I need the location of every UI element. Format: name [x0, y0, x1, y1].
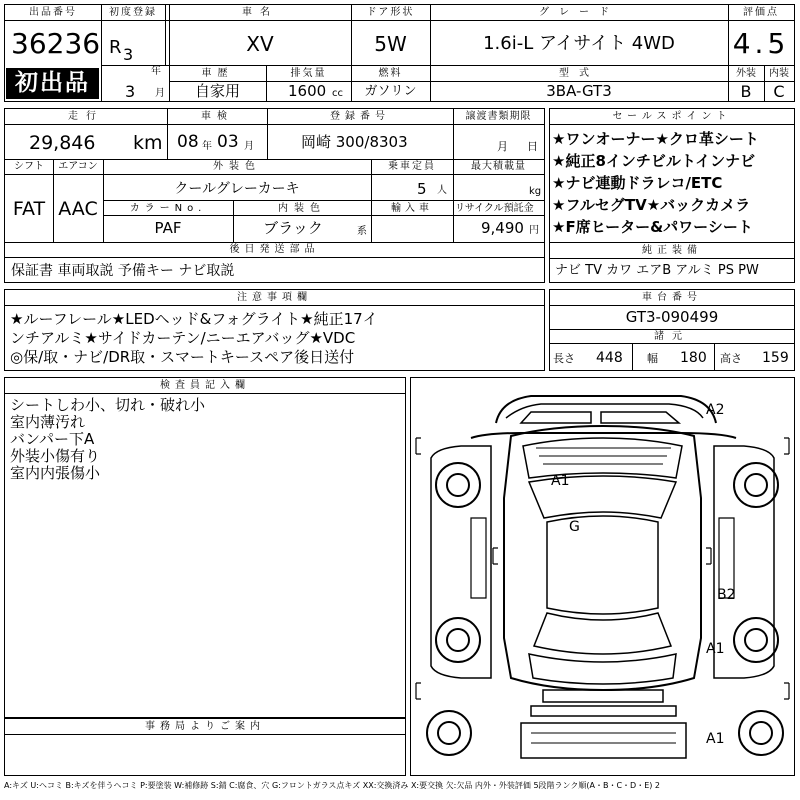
- registration-month: 3: [125, 82, 136, 101]
- transfer-deadline-label: 譲渡書類期限: [465, 111, 532, 122]
- damage-legend: A:キズ U:ヘコミ B:キズを伴うヘコミ P:要塗装 W:補修跡 S:錆 C:腐食、穴 G:フロントガラス点キズ XX:交換済み X:要交換 欠:欠品 内外・外装評価 5段階ランク順(A・B・C・D・E) 2: [4, 781, 661, 790]
- damage-mark-a1-right: A1: [706, 641, 725, 657]
- standard-equipment-block: [549, 242, 795, 283]
- max-load-unit: kg: [529, 186, 542, 197]
- month-unit: 月: [155, 88, 165, 99]
- capacity-label: 乗車定員: [388, 161, 436, 172]
- exterior-color: クールグレーカーキ: [174, 181, 300, 197]
- mileage-label: 走行: [68, 111, 104, 122]
- first-registration-label: 初度登録: [109, 7, 157, 18]
- interior-color-unit: 系: [357, 226, 367, 237]
- aircon-label: エアコン: [58, 161, 98, 172]
- lot-number-label: 出品番号: [29, 7, 77, 18]
- damage-diagram: [410, 377, 795, 776]
- damage-mark-g-windshield: G: [569, 519, 580, 535]
- notes-label: 注意事項欄: [237, 292, 312, 303]
- inspection-month-unit: 月: [244, 141, 254, 152]
- shift: FAT: [12, 198, 46, 220]
- chassis-block: [549, 289, 795, 371]
- shift-label: シフト: [14, 161, 44, 172]
- interior-grade-label: 内装: [769, 68, 789, 79]
- registration-number: 岡崎 300/8303: [301, 133, 408, 151]
- model-label: 車名: [242, 7, 278, 18]
- note-line-1: ★ルーフレール★LEDヘッド&フォグライト★純正17イ: [10, 310, 378, 328]
- lot-number: 36236: [11, 27, 101, 60]
- standard-equipment: ナビ TV カワ エアB アルミ PS PW: [555, 263, 759, 278]
- sales-point-4: ★フルセグTV★バックカメラ: [552, 196, 751, 214]
- displacement-label: 排気量: [290, 68, 327, 79]
- mileage-unit: km: [133, 132, 163, 154]
- registration-year: 3: [123, 45, 134, 64]
- office-notice-label: 事務局よりご案内: [145, 721, 265, 732]
- grade: 1.6i-L アイサイト 4WD: [483, 33, 675, 54]
- exterior-grade-label: 外装: [736, 68, 756, 79]
- width-label: 幅: [647, 352, 658, 365]
- inspector-line-2: 室内薄汚れ: [10, 413, 86, 431]
- inspection-year-unit: 年: [202, 141, 212, 152]
- inspector-line-3: バンパー下A: [10, 430, 95, 448]
- inspector-line-4: 外装小傷有り: [10, 447, 101, 465]
- notes-block: [4, 289, 545, 371]
- import-label: 輸入車: [391, 203, 433, 214]
- damage-mark-b2: B2: [717, 587, 736, 603]
- max-load-label: 最大積載量: [471, 161, 526, 172]
- inspector-block: [4, 377, 406, 718]
- capacity-unit: 人: [437, 185, 447, 196]
- sales-point-1: ★ワンオーナー★クロ革シート: [552, 130, 759, 148]
- sales-point-2: ★純正8インチビルトインナビ: [552, 152, 756, 170]
- model-name: XV: [246, 32, 274, 56]
- length-label: 長さ: [553, 352, 575, 365]
- score: 4.5: [732, 27, 790, 60]
- displacement: 1600: [288, 82, 327, 100]
- exterior-color-label: 外装色: [213, 161, 261, 172]
- registration-number-label: 登録番号: [330, 111, 390, 122]
- model-type: 3BA-GT3: [546, 82, 612, 100]
- history-label: 車歴: [201, 68, 234, 79]
- displacement-unit: cc: [332, 88, 343, 99]
- sales-points-label: セールスポイント: [612, 111, 732, 122]
- year-unit: 年: [151, 66, 161, 77]
- color-number-label: カラーNo.: [129, 203, 207, 214]
- inspector-line-1: シートしわ小、切れ・破れ小: [10, 396, 206, 414]
- interior-color-label: 内装色: [278, 203, 326, 214]
- sales-points-block: [549, 108, 795, 243]
- inspection-year: 08: [177, 132, 199, 152]
- damage-mark-a1-hood: A1: [551, 473, 570, 489]
- later-parts-label: 後日発送部品: [229, 244, 320, 255]
- car-outline-diagram: [411, 378, 794, 775]
- fuel: ガソリン: [364, 84, 417, 99]
- score-label: 評価点: [743, 7, 779, 18]
- specs-label: 諸元: [654, 331, 690, 342]
- interior-color: ブラック: [263, 219, 323, 237]
- length: 448: [596, 350, 623, 366]
- grade-label: グレード: [539, 7, 619, 18]
- inspector-line-5: 室内内張傷小: [10, 464, 101, 482]
- later-parts: 保証書 車両取説 予備キー ナビ取説: [11, 263, 235, 279]
- door-type: 5W: [374, 32, 407, 56]
- height: 159: [762, 350, 789, 366]
- transfer-month-unit: 月: [497, 140, 508, 153]
- chassis-number-label: 車台番号: [642, 292, 702, 303]
- recycle-fee-unit: 円: [529, 225, 539, 236]
- capacity: 5: [417, 180, 427, 198]
- interior-grade: C: [773, 82, 785, 101]
- header-block: [4, 4, 795, 102]
- sales-point-5: ★F席ヒーター&パワーシート: [552, 218, 753, 236]
- info-block: [4, 108, 545, 283]
- door-label: ドア形状: [366, 7, 415, 18]
- color-number: PAF: [154, 219, 182, 237]
- office-notice-block: [4, 718, 406, 776]
- inspection-month: 03: [217, 132, 239, 152]
- recycle-fee-label: リサイクル預託金: [455, 203, 534, 214]
- usage-history: 自家用: [194, 82, 240, 100]
- inspector-label: 検査員記入欄: [160, 380, 250, 391]
- era-letter: R: [109, 37, 122, 58]
- transfer-day-unit: 日: [527, 140, 538, 153]
- type-label: 型式: [559, 68, 599, 79]
- sales-point-3: ★ナビ連動ドラレコ/ETC: [552, 174, 723, 192]
- aircon: AAC: [58, 198, 98, 220]
- standard-equipment-label: 純正装備: [642, 245, 702, 256]
- height-label: 高さ: [720, 352, 742, 365]
- first-listing-badge: 初出品: [6, 68, 99, 99]
- note-line-2: ンチアルミ★サイドカーテン/ニーエアバッグ★VDC: [10, 329, 356, 347]
- mileage: 29,846: [29, 132, 96, 154]
- inspection-label: 車検: [201, 111, 233, 122]
- recycle-fee: 9,490: [481, 219, 524, 237]
- chassis-number: GT3-090499: [625, 308, 719, 326]
- exterior-grade: B: [740, 82, 752, 101]
- width: 180: [680, 350, 707, 366]
- note-line-3: ◎保/取・ナビ/DR取・スマートキースペア後日送付: [10, 348, 355, 366]
- fuel-label: 燃料: [378, 68, 403, 79]
- damage-mark-a2: A2: [706, 402, 725, 418]
- damage-mark-a1-bottom: A1: [706, 731, 725, 747]
